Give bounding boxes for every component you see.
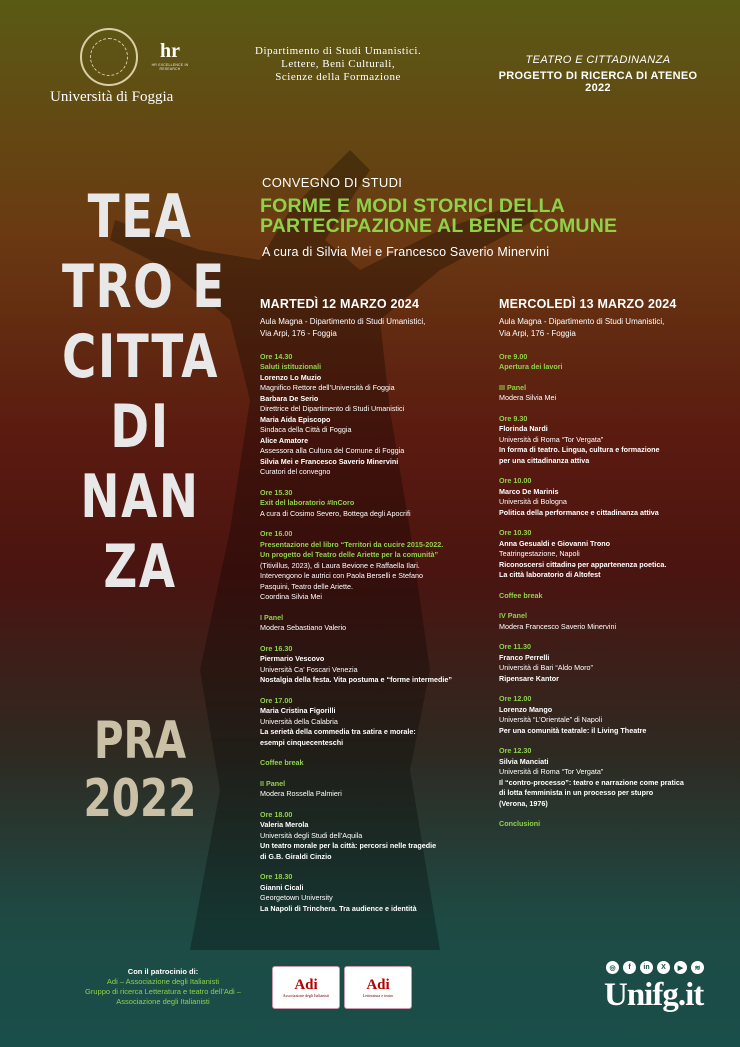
program-line: Ore 10.00 xyxy=(499,476,532,485)
program-line: Ore 11.30 xyxy=(499,642,531,651)
adi-teatro-logo-text: Adi xyxy=(366,977,390,993)
program-line: Modera Sebastiano Valerio xyxy=(260,623,347,632)
program-line: Università di Roma “Tor Vergata” xyxy=(499,767,604,776)
big-subtitle xyxy=(60,712,220,828)
program-line: Ore 9.30 xyxy=(499,413,528,423)
program-line: Coffee break xyxy=(260,758,304,767)
university-name: Università di Foggia xyxy=(50,89,174,105)
program-line: Assessora alla Cultura del Comune di Foggia xyxy=(260,446,405,455)
program-line: Ore 14.30 xyxy=(260,351,293,361)
program-line: IV Panel xyxy=(499,611,527,620)
program-line: Florinda Nardi xyxy=(499,424,548,433)
day1-location xyxy=(260,316,490,340)
x-icon[interactable]: X xyxy=(657,961,670,974)
program-line: Modera Silvia Mei xyxy=(499,393,557,402)
big-subtitle-line: PRA xyxy=(93,711,187,771)
program-line: Ore 16.00 xyxy=(260,529,293,538)
program-item xyxy=(260,644,490,686)
youtube-icon[interactable]: ▶ xyxy=(674,961,687,974)
program-line: Università “L’Orientale” di Napoli xyxy=(499,715,603,724)
program-line: Curatori del convegno xyxy=(260,467,331,476)
program-line: Magnifico Rettore dell’Università di Foggia xyxy=(260,383,395,392)
program-line: Maria Cristina Figorilli xyxy=(260,706,336,715)
program-item xyxy=(499,476,729,518)
location-line: Via Arpi, 176 - Foggia xyxy=(260,328,337,338)
big-title-line: TEA xyxy=(87,182,193,252)
big-title-line: DI xyxy=(110,392,170,462)
program-line: Teatringestazione, Napoli xyxy=(499,549,580,558)
program-line: Ripensare Kantor xyxy=(499,673,559,683)
big-title-line: NAN xyxy=(80,462,200,532)
program-line: Franco Perrelli xyxy=(499,652,550,662)
program-line: Università di Roma “Tor Vergata” xyxy=(499,434,604,444)
location-line: Aula Magna - Dipartimento di Studi Umanistici, xyxy=(260,316,426,326)
program-line: Università di Bari “Aldo Moro” xyxy=(499,663,593,672)
program-line: Università di Bologna xyxy=(499,497,567,506)
program-line: Il “contro-processo”: teatro e narrazione come pratica xyxy=(499,777,684,787)
program-item xyxy=(260,488,490,520)
program-item xyxy=(260,810,490,863)
adi-teatro-logo xyxy=(344,966,412,1009)
conference-title-line: FORME E MODI STORICI DELLA xyxy=(260,195,565,217)
program-line: Per una comunità teatrale: il Living Theatre xyxy=(499,725,647,735)
day2-date: MERCOLEDÌ 13 MARZO 2024 xyxy=(499,297,677,311)
program-line: Nostalgia della festa. Vita postuma e “forme intermedie” xyxy=(260,675,452,684)
program-line: Ore 10.30 xyxy=(499,528,532,537)
patronage-line: Adi – Associazione degli Italianisti xyxy=(106,977,220,986)
big-subtitle-line: 2022 xyxy=(83,769,197,829)
hr-excellence-logo xyxy=(150,40,190,71)
program-line: Saluti istituzionali xyxy=(260,362,322,371)
program-line: (Verona, 1976) xyxy=(499,798,548,808)
program-line: Modera Francesco Saverio Minervini xyxy=(499,621,617,631)
program-item xyxy=(499,352,729,373)
program-line: Politica della performance e cittadinanza attiva xyxy=(499,507,659,517)
program-line: La città laboratorio di Altofest xyxy=(499,570,601,579)
program-item xyxy=(260,613,490,634)
day1-date: MARTEDÌ 12 MARZO 2024 xyxy=(260,297,420,311)
adi-teatro-logo-sub: Letteratura e teatro xyxy=(362,993,394,998)
patronage-line: Associazione degli Italianisti xyxy=(116,997,210,1006)
project-name: TEATRO E CITTADINANZA xyxy=(525,54,671,66)
program-item xyxy=(260,352,490,478)
program-line: Conclusioni xyxy=(499,819,541,828)
university-seal-icon xyxy=(80,28,138,86)
program-line: III Panel xyxy=(499,382,527,392)
instagram-icon[interactable]: ◎ xyxy=(606,961,619,974)
department-line: Lettere, Beni Culturali, xyxy=(281,58,396,70)
program-line: Lorenzo Mango xyxy=(499,704,553,714)
program-line: Direttrice del Dipartimento di Studi Umanistici xyxy=(260,404,405,413)
program-line: Sindaca della Città di Foggia xyxy=(260,425,352,434)
program-line: Coffee break xyxy=(499,590,543,600)
program-line: Maria Aida Episcopo xyxy=(260,414,331,424)
conference-curators: A cura di Silvia Mei e Francesco Saverio Minervini xyxy=(262,245,550,259)
program-item xyxy=(499,746,729,809)
program-line: (Titivillus, 2023), di Laura Bevione e Raffaella Ilari. xyxy=(260,560,420,570)
program-line: I Panel xyxy=(260,612,284,622)
program-line: Università Ca’ Foscari Venezia xyxy=(260,664,358,674)
program-item xyxy=(499,414,729,467)
location-line: Aula Magna - Dipartimento di Studi Umanistici, xyxy=(499,316,665,326)
program-line: Ore 16.30 xyxy=(260,643,293,653)
program-line: Intervengono le autrici con Paola Berselli e Stefano xyxy=(260,571,424,580)
program-line: Un teatro morale per la città: percorsi nelle tragedie xyxy=(260,841,437,850)
program-item xyxy=(499,819,729,830)
program-item xyxy=(499,528,729,581)
day2-column xyxy=(499,299,729,840)
program-line: Modera Rossella Palmieri xyxy=(260,789,342,798)
program-line: La serietà della commedia tra satira e morale: xyxy=(260,727,416,736)
program-line: Ore 12.30 xyxy=(499,746,532,755)
adi-logo-sub: Associazione degli Italianisti xyxy=(282,993,330,998)
conference-label: CONVEGNO DI STUDI xyxy=(262,175,403,190)
patronage-line: Gruppo di ricerca Letteratura e teatro dell’Adi – xyxy=(85,987,241,996)
department-name xyxy=(255,45,421,84)
big-title-line: TRO E xyxy=(62,252,226,322)
program-line: Silvia Manciati xyxy=(499,756,549,766)
day1-events xyxy=(260,352,490,915)
program-line: di G.B. Giraldi Cinzio xyxy=(260,851,332,861)
program-line: Ore 18.30 xyxy=(260,872,293,881)
spotify-icon[interactable]: ≋ xyxy=(691,961,704,974)
day1-column xyxy=(260,299,490,924)
program-item xyxy=(499,383,729,404)
program-item xyxy=(499,694,729,736)
facebook-icon[interactable]: f xyxy=(623,961,636,974)
program-item xyxy=(260,872,490,914)
program-line: di lotta femminista in un processo per stupro xyxy=(499,788,654,797)
program-line: A cura di Cosimo Severo, Bottega degli Apocrifi xyxy=(260,508,411,518)
program-item xyxy=(499,591,729,602)
department-line: Dipartimento di Studi Umanistici. xyxy=(255,45,422,57)
program-line: Ore 17.00 xyxy=(260,695,293,705)
day2-location xyxy=(499,316,729,340)
program-line: Università degli Studi dell’Aquila xyxy=(260,830,363,840)
program-line: Georgetown University xyxy=(260,893,333,902)
program-line: Valeria Merola xyxy=(260,820,309,829)
conference-title xyxy=(260,196,617,236)
program-item xyxy=(499,642,729,684)
program-line: esempi cinquecenteschi xyxy=(260,737,344,747)
big-title-line: CITTA xyxy=(62,322,220,392)
program-item xyxy=(260,696,490,749)
unifg-brand: Unifg.it xyxy=(604,977,704,1013)
department-line: Scienze della Formazione xyxy=(275,71,401,83)
patronage xyxy=(50,967,276,1007)
program-line: Un progetto del Teatro delle Ariette per la comunità” xyxy=(260,550,439,559)
conference-title-line: PARTECIPAZIONE AL BENE COMUNE xyxy=(260,215,618,237)
program-line: Riconoscersi cittadinə per appartenenza poetica. xyxy=(499,559,667,569)
program-line: Ore 12.00 xyxy=(499,694,532,703)
program-line: In forma di teatro. Lingua, cultura e formazione xyxy=(499,445,660,454)
adi-logo xyxy=(272,966,340,1009)
project-heading xyxy=(486,54,710,94)
program-line: Pasquini, Teatro delle Ariette. xyxy=(260,581,353,591)
program-line: Anna Gesualdi e Giovanni Trono xyxy=(499,538,611,548)
program-line: per una cittadinanza attiva xyxy=(499,455,590,465)
program-line: Lorenzo Lo Muzio xyxy=(260,372,322,382)
program-line: La Napoli di Trinchera. Tra audience e identità xyxy=(260,903,417,913)
linkedin-icon[interactable]: in xyxy=(640,961,653,974)
program-item xyxy=(499,611,729,632)
hr-logo-sub: HR EXCELLENCE IN RESEARCH xyxy=(151,63,189,71)
program-line: Coordina Silvia Mei xyxy=(260,592,322,601)
hr-logo-mark: hr xyxy=(160,40,180,62)
day2-events xyxy=(499,352,729,830)
program-line: Ore 15.30 xyxy=(260,487,293,497)
program-line: Apertura dei lavori xyxy=(499,362,563,371)
program-item xyxy=(260,758,490,769)
big-title xyxy=(40,182,240,602)
program-line: Ore 18.00 xyxy=(260,809,293,819)
program-line: Università della Calabria xyxy=(260,716,338,726)
social-links xyxy=(606,961,704,974)
program-line: Alice Amatore xyxy=(260,435,309,445)
patronage-title: Con il patrocinio di: xyxy=(127,967,199,976)
program-line: Silvia Mei e Francesco Saverio Minervini xyxy=(260,456,399,466)
program-line: II Panel xyxy=(260,778,286,788)
program-line: Barbara De Serio xyxy=(260,393,319,403)
project-subtitle: PROGETTO DI RICERCA DI ATENEO 2022 xyxy=(498,70,698,94)
big-title-line: ZA xyxy=(103,532,177,602)
program-line: Exit del laboratorio #InCoro xyxy=(260,498,355,507)
program-line: Ore 9.00 xyxy=(499,351,528,361)
program-line: Gianni Cicali xyxy=(260,882,304,892)
adi-logo-text: Adi xyxy=(294,977,318,993)
program-line: Piermario Vescovo xyxy=(260,654,325,663)
program-item xyxy=(260,779,490,800)
location-line: Via Arpi, 176 - Foggia xyxy=(499,328,576,338)
program-item xyxy=(260,529,490,603)
program-line: Marco De Marinis xyxy=(499,486,559,496)
program-line: Presentazione del libro “Territori da cucire 2015-2022. xyxy=(260,539,444,549)
